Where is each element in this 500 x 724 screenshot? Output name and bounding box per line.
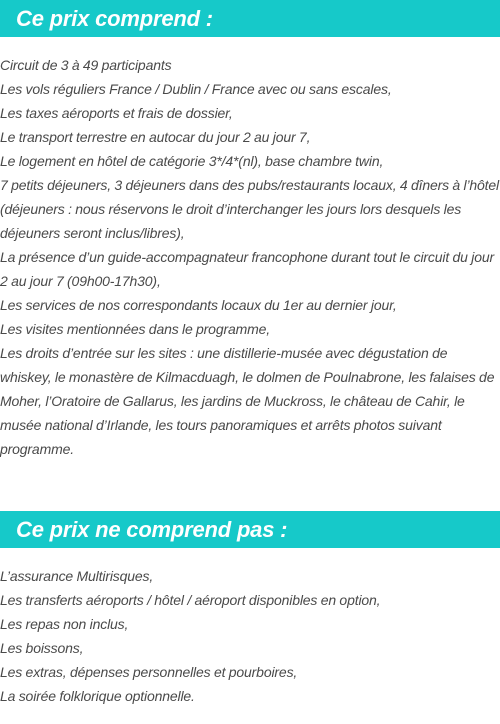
list-item: Le transport terrestre en autocar du jour 2 au jour 7,	[0, 129, 311, 145]
list-item: La soirée folklorique optionnelle.	[0, 688, 195, 704]
list-item: 7 petits déjeuners, 3 déjeuners dans des pubs/restaurants locaux, 4 dîners à l’hôtel (déjeuners : nous réservons le droit d’interchanger les jours lors desquels les déjeuners seront inclus/libres),	[0, 177, 500, 241]
list-item: La présence d’un guide-accompagnateur francophone durant tout le circuit du jour 2 au jour 7 (09h00-17h30),	[0, 249, 494, 289]
includes-list	[0, 53, 500, 461]
list-item: Les transferts aéroports / hôtel / aéroport disponibles en option,	[0, 592, 381, 608]
list-item: Les services de nos correspondants locaux du 1er au dernier jour,	[0, 297, 397, 313]
list-item: Les visites mentionnées dans le programme,	[0, 321, 271, 337]
list-item: Les boissons,	[0, 640, 84, 656]
list-item: L’assurance Multirisques,	[0, 568, 154, 584]
list-item: Les extras, dépenses personnelles et pourboires,	[0, 664, 298, 680]
excludes-header	[0, 511, 500, 548]
list-item: Circuit de 3 à 49 participants	[0, 57, 172, 73]
includes-title: Ce prix comprend :	[16, 5, 213, 31]
list-item: Les vols réguliers France / Dublin / France avec ou sans escales,	[0, 81, 392, 97]
excludes-title: Ce prix ne comprend pas :	[16, 516, 288, 542]
list-item: Les droits d’entrée sur les sites : une distillerie-musée avec dégustation de whiskey, le monastère de Kilmacduagh, le dolmen de Poulnabrone, les falaises de Moher, l’Oratoire de Gallarus, les jardins de Muckross, le château de Cahir, le musée national d’Irlande, les tours panoramiques et arrêts photos suivant programme.	[0, 345, 495, 457]
excludes-list	[0, 564, 500, 708]
list-item: Le logement en hôtel de catégorie 3*/4*(nl), base chambre twin,	[0, 153, 384, 169]
list-item: Les taxes aéroports et frais de dossier,	[0, 105, 233, 121]
list-item: Les repas non inclus,	[0, 616, 129, 632]
includes-header	[0, 0, 500, 37]
